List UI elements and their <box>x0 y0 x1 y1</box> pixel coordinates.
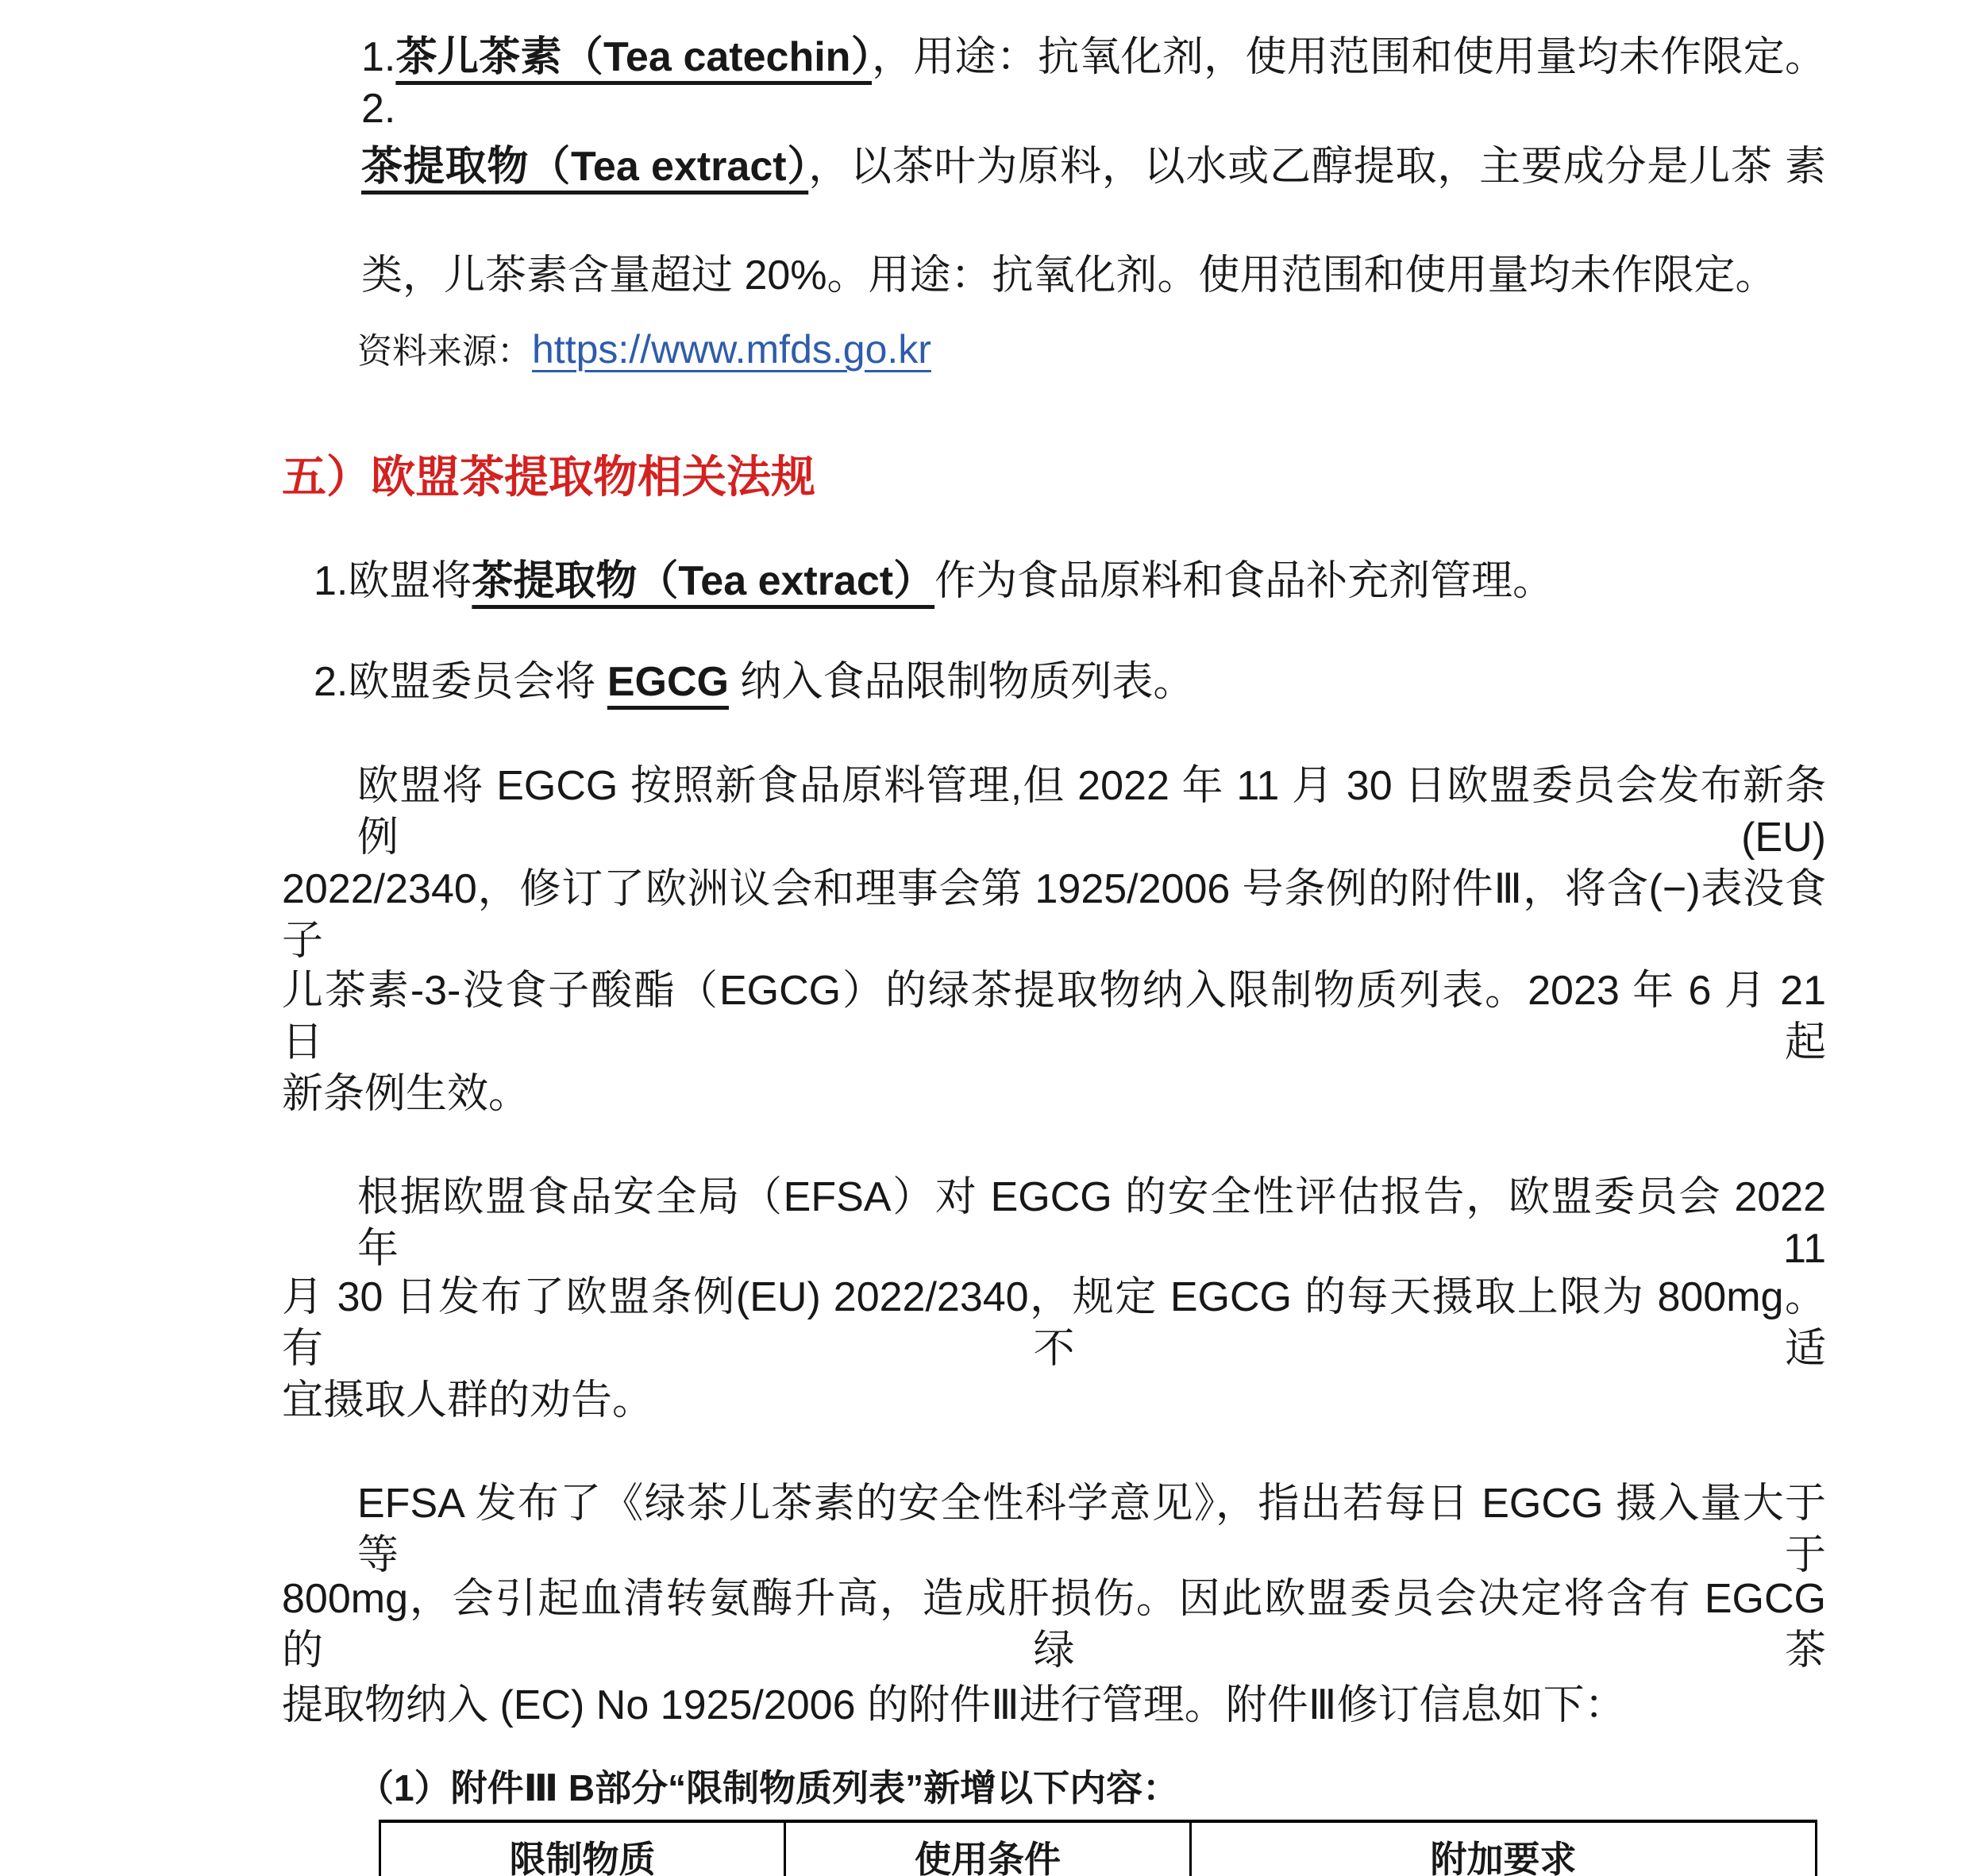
paragraph2-line1 <box>357 1172 1826 1275</box>
korea-item2-text: ，以茶叶为原料，以水或乙醇提取，主要成分是儿茶 素 <box>808 144 1826 190</box>
eu-item-2 <box>314 657 1826 708</box>
term-tea-extract-eu: 茶提取物（Tea extract） <box>472 558 935 604</box>
source-link[interactable]: https://www.mfds.go.kr <box>532 327 931 372</box>
annex-table-header-restricted-substance: 限制物质 <box>380 1821 785 1876</box>
paragraph1-line3 <box>282 965 1826 1069</box>
paragraph3-line2 <box>282 1574 1826 1677</box>
korea-item1-text: ，用途：抗氧化剂，使用范围和使用量均未作限定。2. <box>361 34 1826 132</box>
korea-item2-line1 <box>361 141 1826 193</box>
term-egcg: EGCG <box>607 659 729 705</box>
paragraph2-line2 <box>282 1272 1826 1375</box>
paragraph1-line3-text: 儿茶素-3-没食子酸酯（EGCG）的绿茶提取物纳入限制物质列表。2023 年 6 月 21 日起 <box>282 968 1826 1065</box>
eu-item2-suffix: 纳入食品限制物质列表。 <box>728 659 1195 705</box>
source-line <box>357 324 1826 376</box>
paragraph3-line1-text: EFSA 发布了《绿茶儿茶素的安全性科学意见》，指出若每日 EGCG 摄入量大于等于 <box>357 1481 1826 1578</box>
paragraph1-line2-text: 2022/2340，修订了欧洲议会和理事会第 1925/2006 号条例的附件Ⅲ，将含(−)表没食子 <box>282 866 1826 964</box>
paragraph1-line4 <box>282 1069 1826 1120</box>
annex-table <box>379 1820 1817 1876</box>
section-heading-text: 五）欧盟茶提取物相关法规 <box>282 452 815 502</box>
list-number-1: 1. <box>361 34 396 80</box>
paragraph3-line2-text: 800mg，会引起血清转氨酶升高，造成肝损伤。因此欧盟委员会决定将含有 EGCG 的绿茶 <box>282 1576 1826 1674</box>
paragraph2-line2-text: 月 30 日发布了欧盟条例(EU) 2022/2340，规定 EGCG 的每天摄取上限为 800mg。有不适 <box>282 1274 1826 1372</box>
term-tea-extract: 茶提取物（Tea extract） <box>361 144 809 190</box>
paragraph1-line1-text: 欧盟将 EGCG 按照新食品原料管理,但 2022 年 11 月 30 日欧盟委员会发布新条例 (EU) <box>357 763 1826 861</box>
annex-note <box>357 1766 1826 1812</box>
paragraph2-line3 <box>282 1375 1826 1427</box>
section-heading-eu <box>282 449 1826 505</box>
paragraph1-line4-text: 新条例生效。 <box>282 1071 530 1117</box>
annex-table-header-row <box>380 1821 1817 1876</box>
paragraph3-line3 <box>282 1680 1826 1732</box>
paragraph1-line2 <box>282 864 1826 967</box>
korea-item2-text-cont: 类，儿茶素含量超过 20%。用途：抗氧化剂。使用范围和使用量均未作限定。 <box>361 252 1777 299</box>
paragraph2-line3-text: 宜摄取人群的劝告。 <box>282 1377 654 1423</box>
paragraph2-line1-text: 根据欧盟食品安全局（EFSA）对 EGCG 的安全性评估报告，欧盟委员会 2022 年 11 <box>357 1174 1826 1272</box>
eu-item1-suffix: 作为食品原料和食品补充剂管理。 <box>934 558 1555 604</box>
eu-item1-prefix: 1.欧盟将 <box>314 558 472 604</box>
annex-table-header-additional-requirements: 附加要求 <box>1191 1821 1817 1876</box>
annex-note-text: （1）附件Ⅲ B部分“限制物质列表”新增以下内容： <box>357 1767 1180 1809</box>
eu-item-1 <box>314 556 1826 607</box>
korea-item2-line2 <box>361 250 1826 302</box>
paragraph3-line1 <box>357 1478 1826 1581</box>
paragraph1-line1 <box>357 761 1826 864</box>
annex-table-header-conditions-of-use: 使用条件 <box>785 1821 1191 1876</box>
korea-item1-line1 <box>361 32 1826 135</box>
source-label: 资料来源： <box>357 332 532 371</box>
eu-item2-prefix: 2.欧盟委员会将 <box>314 659 607 705</box>
paragraph3-line3-text: 提取物纳入 (EC) No 1925/2006 的附件Ⅲ进行管理。附件Ⅲ修订信息如下： <box>282 1682 1626 1728</box>
term-tea-catechin: 茶儿茶素（Tea catechin） <box>395 34 872 80</box>
